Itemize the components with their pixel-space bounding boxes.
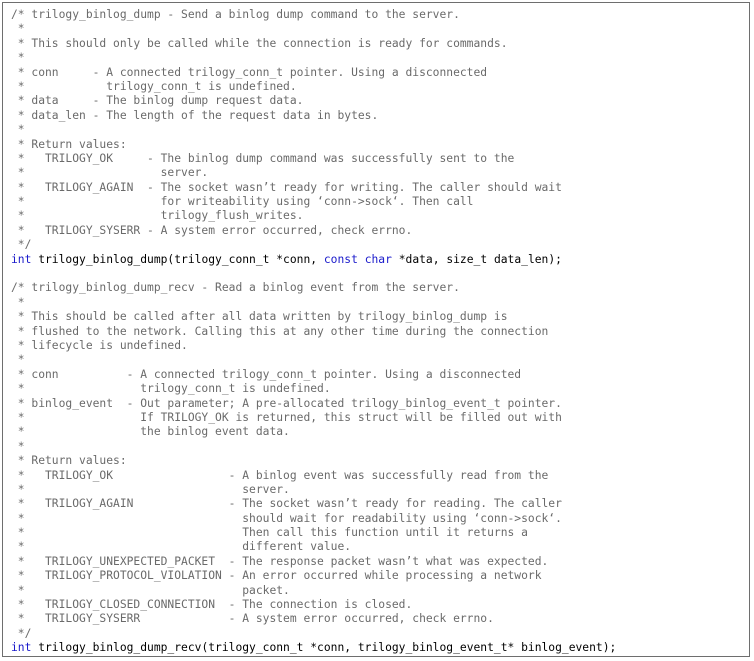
comment-line: * TRILOGY_PROTOCOL_VIOLATION - An error occurred while processing a network bbox=[11, 569, 542, 583]
comment-line: * TRILOGY_AGAIN - The socket wasn’t ready for reading. The caller bbox=[11, 497, 562, 511]
comment-line: * lifecycle is undefined. bbox=[11, 338, 188, 352]
comment-line: * server. bbox=[11, 482, 290, 496]
comment-line: * Then call this function until it returns a bbox=[11, 526, 528, 540]
comment-line: * Return values: bbox=[11, 137, 127, 151]
comment-line: * packet. bbox=[11, 583, 290, 597]
comment-line: */ bbox=[11, 238, 32, 252]
comment-line: * bbox=[11, 353, 25, 367]
code-text: *data, size_t data_len); bbox=[391, 252, 562, 266]
comment-line: * TRILOGY_UNEXPECTED_PACKET - The response packet wasn’t what was expected. bbox=[11, 554, 549, 568]
comment-line: * trilogy_conn_t is undefined. bbox=[11, 382, 331, 396]
code-text: trilogy_binlog_dump_recv(trilogy_conn_t *conn, trilogy_binlog_event_t* binlog_event); bbox=[31, 641, 617, 655]
comment-line: * data - The binlog dump request data. bbox=[11, 94, 304, 108]
keyword: char bbox=[364, 252, 392, 266]
comment-line: * TRILOGY_OK - A binlog event was successfully read from the bbox=[11, 468, 549, 482]
comment-line: * for writeability using ‘conn->sock‘. Then call bbox=[11, 195, 474, 209]
comment-line: * should wait for readability using ‘conn->sock‘. bbox=[11, 511, 562, 525]
comment-line: * TRILOGY_CLOSED_CONNECTION - The connection is closed. bbox=[11, 598, 413, 612]
comment-line: * TRILOGY_AGAIN - The socket wasn’t ready for writing. The caller should wait bbox=[11, 180, 562, 194]
comment-line: * flushed to the network. Calling this at any other time during the connection bbox=[11, 324, 549, 338]
keyword: int bbox=[11, 252, 32, 266]
comment-line: */ bbox=[11, 626, 32, 640]
comment-line: * bbox=[11, 295, 25, 309]
blank-line bbox=[11, 267, 616, 281]
comment-line: * conn - A connected trilogy_conn_t pointer. Using a disconnected bbox=[11, 65, 488, 79]
comment-line: * conn - A connected trilogy_conn_t pointer. Using a disconnected bbox=[11, 367, 522, 381]
code-text: trilogy_binlog_dump(trilogy_conn_t *conn, bbox=[31, 252, 324, 266]
comment-line: * TRILOGY_SYSERR - A system error occurred, check errno. bbox=[11, 612, 494, 626]
comment-line: * TRILOGY_OK - The binlog dump command was successfully sent to the bbox=[11, 151, 515, 165]
comment-line: * bbox=[11, 123, 25, 137]
comment-line: * data_len - The length of the request data in bytes. bbox=[11, 108, 379, 122]
comment-line: * bbox=[11, 51, 25, 65]
comment-line: * different value. bbox=[11, 540, 352, 554]
comment-line: * This should be called after all data written by trilogy_binlog_dump is bbox=[11, 310, 508, 324]
comment-line: * If TRILOGY_OK is returned, this struct will be filled out with bbox=[11, 410, 562, 424]
function-declaration bbox=[11, 253, 616, 267]
comment-line: * trilogy_flush_writes. bbox=[11, 209, 304, 223]
comment-line: * This should only be called while the connection is ready for commands. bbox=[11, 36, 508, 50]
comment-line: * Return values: bbox=[11, 454, 127, 468]
comment-line: * the binlog event data. bbox=[11, 425, 290, 439]
comment-line: * TRILOGY_SYSERR - A system error occurred, check errno. bbox=[11, 223, 413, 237]
code-block bbox=[11, 8, 616, 656]
keyword: const bbox=[323, 252, 358, 266]
comment-line: * trilogy_conn_t is undefined. bbox=[11, 79, 297, 93]
comment-line: /* trilogy_binlog_dump_recv - Read a binlog event from the server. bbox=[11, 281, 460, 295]
code-text bbox=[358, 253, 365, 266]
comment-line: * binlog_event - Out parameter; A pre-allocated trilogy_binlog_event_t pointer. bbox=[11, 396, 562, 410]
comment-line: * bbox=[11, 22, 25, 36]
function-declaration bbox=[11, 641, 616, 655]
comment-line: /* trilogy_binlog_dump - Send a binlog dump command to the server. bbox=[11, 8, 460, 21]
code-listing-frame bbox=[2, 2, 750, 657]
comment-line: * bbox=[11, 439, 25, 453]
comment-line: * server. bbox=[11, 166, 209, 180]
keyword: int bbox=[11, 641, 32, 655]
